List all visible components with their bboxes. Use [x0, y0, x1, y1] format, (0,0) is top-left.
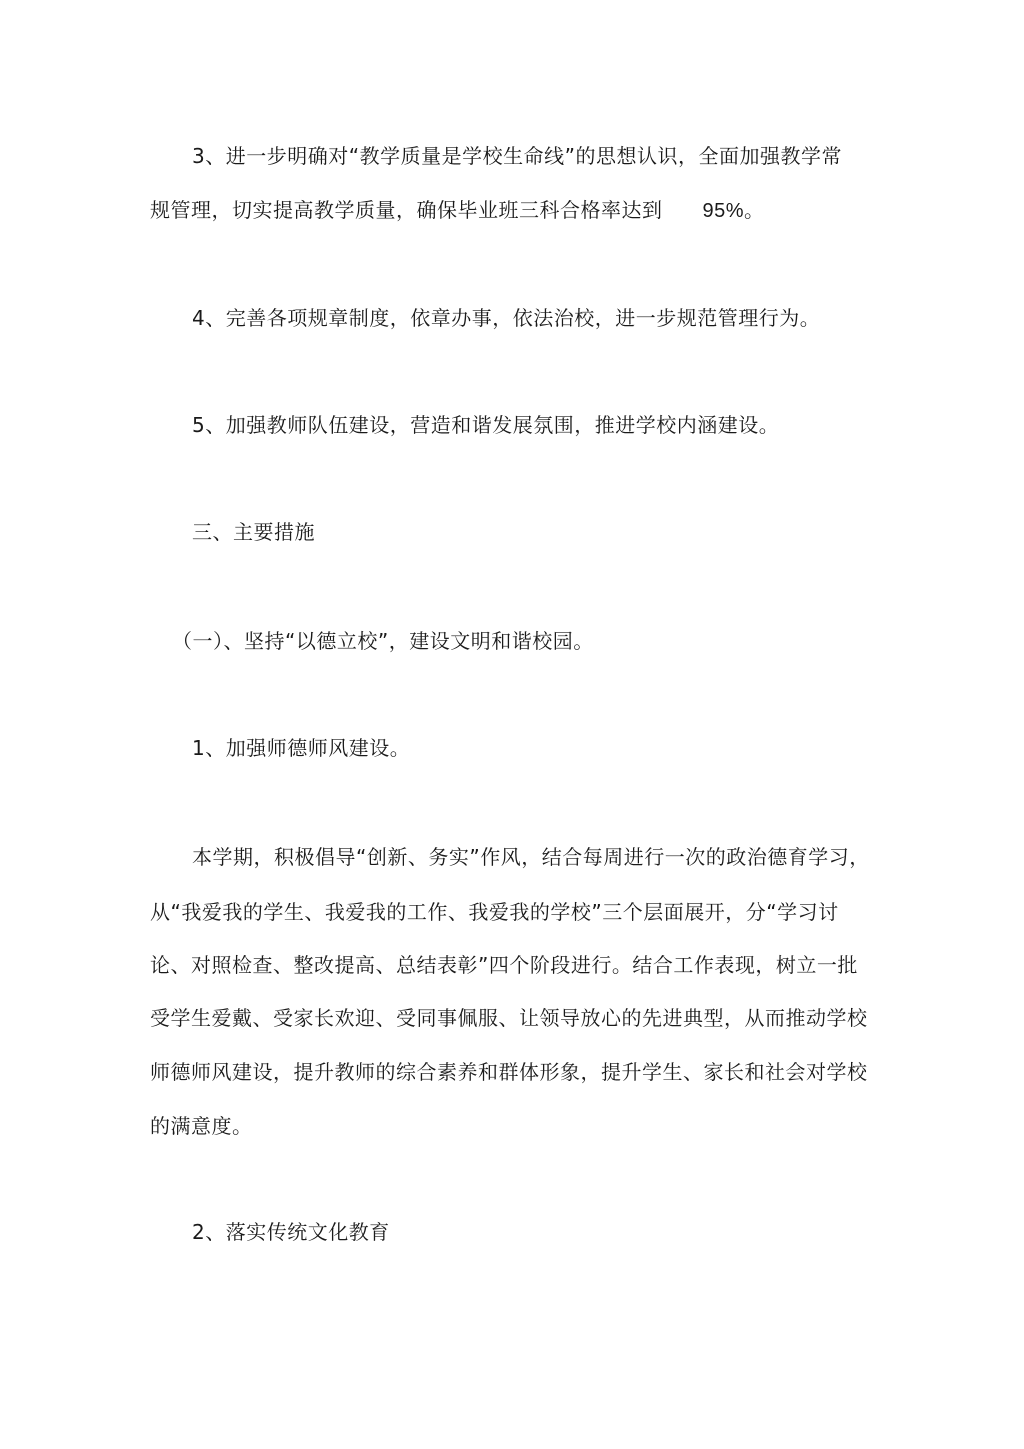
paragraph-line: 的满意度。 [150, 1114, 253, 1138]
subsection-heading: （一）、坚持“以德立校”，建设文明和谐校园。 [172, 629, 594, 653]
paragraph-line: 受学生爱戴、受家长欢迎、受同事佩服、让领导放心的先进典型，从而推动学校 [150, 1006, 868, 1030]
pass-rate-value: 95%。 [702, 200, 765, 222]
paragraph-line: 师德师风建设，提升教师的综合素养和群体形象，提升学生、家长和社会对学校 [150, 1060, 868, 1084]
paragraph-line: 论、对照检查、整改提高、总结表彰”四个阶段进行。结合工作表现，树立一批 [150, 953, 858, 977]
paragraph-line: 本学期，积极倡导“创新、务实”作风，结合每周进行一次的政治德育学习， [192, 845, 870, 869]
item-4: 4、完善各项规章制度，依章办事，依法治校，进一步规范管理行为。 [192, 306, 821, 330]
item-3-line-2 [150, 196, 765, 225]
item-3-line-1: 3、进一步明确对“教学质量是学校生命线”的思想认识，全面加强教学常 [192, 144, 842, 168]
point-2-title: 2、落实传统文化教育 [192, 1220, 390, 1244]
item-5: 5、加强教师队伍建设，营造和谐发展氛围，推进学校内涵建设。 [192, 413, 780, 437]
point-1-title: 1、加强师德师风建设。 [192, 736, 411, 760]
section-heading: 三、主要措施 [192, 520, 315, 544]
paragraph-line: 从“我爱我的学生、我爱我的工作、我爱我的学校”三个层面展开，分“学习讨 [150, 900, 839, 924]
item-3-line-2-text: 规管理，切实提高教学质量，确保毕业班三科合格率达到 [150, 198, 663, 222]
